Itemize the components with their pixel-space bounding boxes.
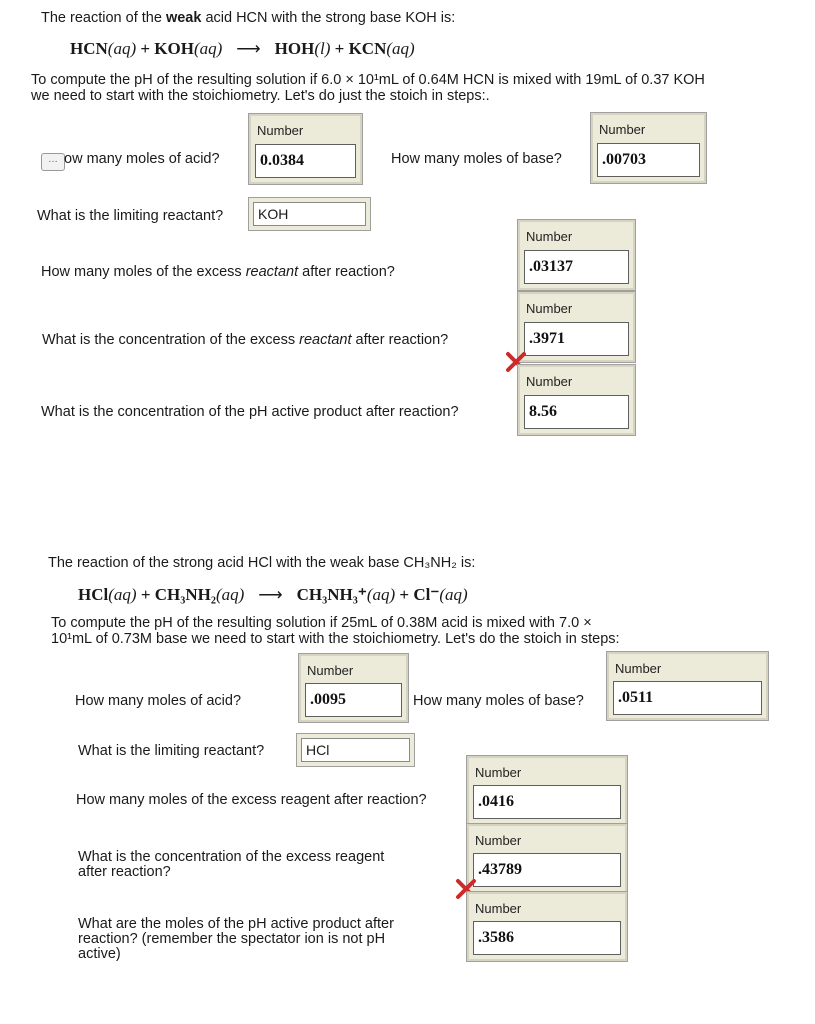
eq-phase: (aq) <box>366 585 396 604</box>
p2-acid-number-box <box>298 653 409 723</box>
number-label: Number <box>257 123 304 138</box>
p1-question-base: How many moles of base? <box>391 151 562 167</box>
p1-limiting-field <box>248 197 371 231</box>
p2-question-conc: What is the concentration of the excess reagent after reaction? <box>78 849 385 880</box>
p2-base-input[interactable]: .0511 <box>613 681 762 715</box>
p1-question-excess <box>41 264 395 281</box>
p1-acid-input[interactable]: 0.0384 <box>255 144 356 178</box>
problem1-equation <box>70 39 415 59</box>
eq-phase: (aq) <box>386 39 415 58</box>
p2-question-base: How many moles of base? <box>413 693 584 709</box>
p1-acid-number-box <box>248 113 363 185</box>
number-label: Number <box>475 833 522 848</box>
eq-phase: (l) <box>314 39 331 58</box>
number-label: Number <box>475 901 522 916</box>
number-label: Number <box>599 122 646 137</box>
p2-excess-number-box <box>466 755 628 826</box>
number-label: Number <box>526 229 573 244</box>
p1-question-limiting: What is the limiting reactant? <box>37 208 224 224</box>
number-label: Number <box>307 663 354 678</box>
p2-question-ph: What are the moles of the pH active product after reaction? (remember the spectator ion is not pH active) <box>78 916 394 962</box>
p1-excess-number-box <box>517 219 636 291</box>
q-text: What is the concentration of the excess <box>42 332 300 348</box>
p1-question-acid: ow many moles of acid? <box>64 151 220 167</box>
p2-limiting-input[interactable]: HCl <box>301 738 410 762</box>
number-label: Number <box>526 374 573 389</box>
intro-text-end: acid HCN with the strong base KOH is: <box>201 10 456 26</box>
p1-conc-input[interactable]: .3971 <box>524 322 629 356</box>
q-text: after reaction? <box>351 332 449 348</box>
p2-question-limiting: What is the limiting reactant? <box>78 743 265 759</box>
p2-limiting-field <box>296 733 415 767</box>
eq-phase: (aq) <box>193 39 223 58</box>
intro-text: The reaction of the <box>41 10 166 26</box>
eq-phase: (aq) <box>108 585 137 604</box>
eq-term: + Cl⁻ <box>395 585 440 604</box>
p1-base-input[interactable]: .00703 <box>597 143 700 177</box>
number-label: Number <box>526 301 573 316</box>
comment-icon[interactable] <box>41 153 65 171</box>
p2-conc-input[interactable]: .43789 <box>473 853 621 887</box>
p1-conc-number-box <box>517 291 636 363</box>
eq-term: + KCN <box>330 39 387 58</box>
q-emphasis: reactant <box>299 332 352 348</box>
p2-ph-input[interactable]: .3586 <box>473 921 621 955</box>
problem2-intro: The reaction of the strong acid HCl with the weak base CH₃NH₂ is: <box>48 555 476 571</box>
problem2-prompt-line2: 10¹mL of 0.73M base we need to start with the stoichiometry. Let's do the stoich in steps: <box>51 631 620 647</box>
p2-ph-number-box <box>466 891 628 962</box>
number-label: Number <box>615 661 662 676</box>
p2-question-excess: How many moles of the excess reagent after reaction? <box>76 792 427 808</box>
eq-term: HCl <box>78 585 109 604</box>
eq-phase: (aq) <box>439 585 468 604</box>
p1-ph-number-box <box>517 364 636 436</box>
eq-term: + KOH <box>136 39 194 58</box>
q-text: after reaction? <box>298 264 395 280</box>
p1-ph-input[interactable]: 8.56 <box>524 395 629 429</box>
p1-limiting-input[interactable]: KOH <box>253 202 366 226</box>
p1-excess-input[interactable]: .03137 <box>524 250 629 284</box>
eq-term: + CH₃NH₂ <box>136 585 216 604</box>
reaction-arrow: ⟶ <box>258 585 283 604</box>
intro-bold: weak <box>165 10 202 26</box>
eq-term: HOH <box>274 39 315 58</box>
p2-question-acid: How many moles of acid? <box>75 693 242 709</box>
problem1-prompt-line2: we need to start with the stoichiometry. Let's do just the stoich in steps:. <box>31 88 490 104</box>
problem1-prompt-line1: To compute the pH of the resulting solution if 6.0 × 10¹mL of 0.64M HCN is mixed with 19mL of 0.37 KOH <box>31 72 705 88</box>
p1-question-conc <box>42 332 448 349</box>
eq-phase: (aq) <box>215 585 245 604</box>
problem2-equation <box>78 585 468 605</box>
problem2-prompt-line1: To compute the pH of the resulting solution if 25mL of 0.38M acid is mixed with 7.0 × <box>51 615 592 631</box>
p2-conc-number-box <box>466 823 628 894</box>
q-emphasis: reactant <box>245 264 299 280</box>
problem1-intro <box>41 10 455 27</box>
number-label: Number <box>475 765 522 780</box>
eq-term: HCN <box>70 39 108 58</box>
eq-phase: (aq) <box>107 39 137 58</box>
comment-glyph: … <box>48 154 58 165</box>
p1-base-number-box <box>590 112 707 184</box>
p2-base-number-box <box>606 651 769 721</box>
reaction-arrow: ⟶ <box>236 39 261 58</box>
eq-term: CH₃NH₃⁺ <box>296 585 367 604</box>
p2-acid-input[interactable]: .0095 <box>305 683 402 717</box>
p2-excess-input[interactable]: .0416 <box>473 785 621 819</box>
q-text: How many moles of the excess <box>41 264 246 280</box>
p1-question-ph: What is the concentration of the pH active product after reaction? <box>41 404 459 420</box>
